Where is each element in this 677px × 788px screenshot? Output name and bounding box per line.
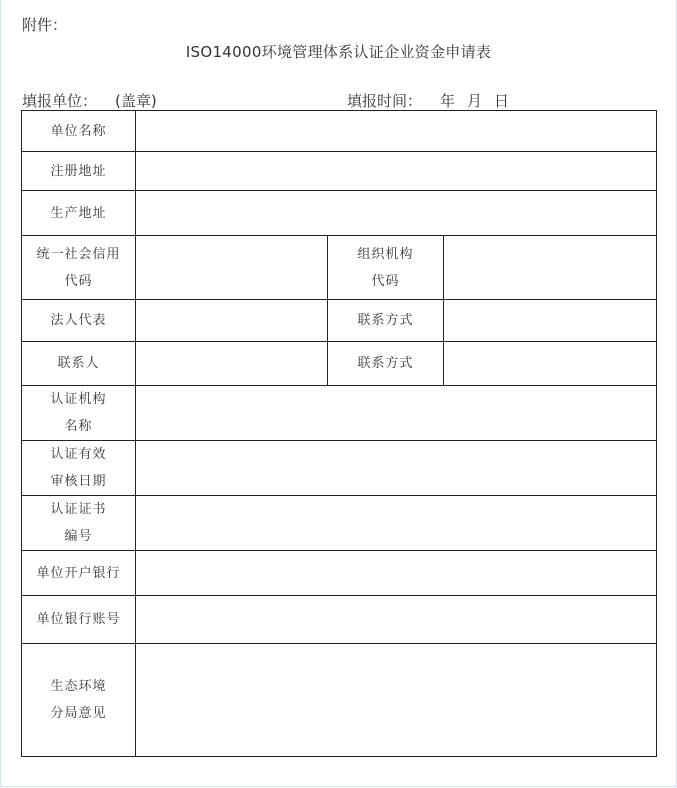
contact-person-field[interactable]	[136, 342, 328, 386]
opinion-label	[22, 644, 136, 757]
opinion-label-line2: 分局意见	[50, 706, 107, 721]
contact-method-2-label: 联系方式	[328, 342, 444, 386]
table-row	[22, 551, 657, 596]
document-title: ISO14000环境管理体系认证企业资金申请表	[185, 43, 492, 61]
application-form-table	[21, 110, 657, 757]
table-row	[22, 644, 657, 757]
cert-no-label-line1: 认证证书	[50, 502, 107, 517]
cert-body-label-line1: 认证机构	[50, 392, 107, 407]
credit-code-label	[22, 236, 136, 300]
bank-label: 单位开户银行	[22, 551, 136, 596]
cert-no-field[interactable]	[136, 496, 657, 551]
day-label: 日	[494, 92, 512, 110]
credit-code-field[interactable]	[136, 236, 328, 300]
table-row	[22, 596, 657, 644]
fill-unit-label: 填报单位：	[22, 92, 98, 110]
production-address-label: 生产地址	[22, 191, 136, 236]
cert-no-label-line2: 编号	[64, 529, 93, 544]
contact-person-label: 联系人	[22, 342, 136, 386]
cert-valid-label-line2: 审核日期	[50, 474, 107, 489]
fill-time-label: 填报时间：	[347, 92, 423, 110]
table-row	[22, 236, 657, 300]
cert-body-label-line2: 名称	[64, 419, 93, 434]
table-row	[22, 300, 657, 342]
bank-account-field[interactable]	[136, 596, 657, 644]
table-row	[22, 496, 657, 551]
date-fields	[440, 92, 521, 110]
cert-valid-label	[22, 441, 136, 496]
table-row	[22, 152, 657, 191]
opinion-label-line1: 生态环境	[50, 679, 107, 694]
org-code-label-line1: 组织机构	[357, 246, 414, 262]
registered-address-label: 注册地址	[22, 152, 136, 191]
seal-note: (盖章)	[115, 92, 157, 110]
contact-method-2-field[interactable]	[444, 342, 657, 386]
bank-field[interactable]	[136, 551, 657, 596]
year-label: 年	[440, 92, 458, 110]
attachment-label: 附件：	[22, 16, 68, 34]
org-code-label	[328, 236, 444, 300]
legal-rep-field[interactable]	[136, 300, 328, 342]
fill-time	[347, 90, 521, 111]
month-label: 月	[467, 92, 485, 110]
cert-body-field[interactable]	[136, 386, 657, 441]
table-row	[22, 111, 657, 152]
opinion-field[interactable]	[136, 644, 657, 757]
unit-name-label: 单位名称	[22, 111, 136, 152]
table-row	[22, 386, 657, 441]
legal-rep-label: 法人代表	[22, 300, 136, 342]
registered-address-field[interactable]	[136, 152, 657, 191]
table-row	[22, 191, 657, 236]
cert-no-label	[22, 496, 136, 551]
org-code-label-line2: 代码	[371, 273, 400, 289]
fill-unit	[22, 90, 157, 111]
credit-code-label-line1: 统一社会信用	[36, 246, 121, 262]
contact-method-field[interactable]	[444, 300, 657, 342]
contact-method-label: 联系方式	[328, 300, 444, 342]
table-row	[22, 441, 657, 496]
cert-valid-field[interactable]	[136, 441, 657, 496]
cert-body-label	[22, 386, 136, 441]
credit-code-label-line2: 代码	[64, 273, 93, 289]
unit-name-field[interactable]	[136, 111, 657, 152]
org-code-field[interactable]	[444, 236, 657, 300]
table-row	[22, 342, 657, 386]
bank-account-label: 单位银行账号	[22, 596, 136, 644]
cert-valid-label-line1: 认证有效	[50, 447, 107, 462]
production-address-field[interactable]	[136, 191, 657, 236]
